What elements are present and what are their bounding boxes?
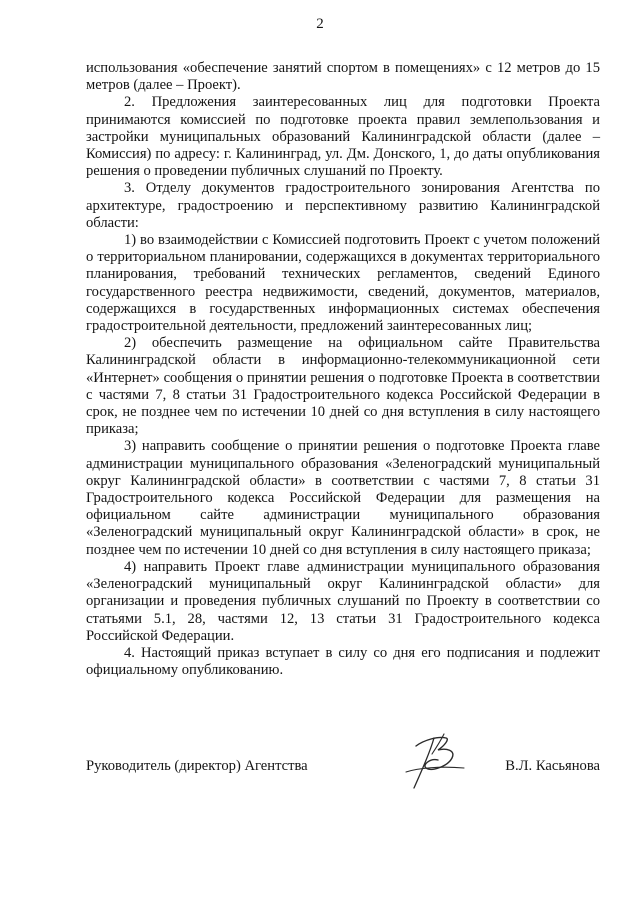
handwritten-signature xyxy=(386,728,476,798)
paragraph-continuation: использования «обеспечение занятий спортом в помещениях» с 12 метров до 15 метров (далее – Проект). xyxy=(86,60,600,94)
signature-block xyxy=(86,748,600,788)
paragraph-item-4: 4. Настоящий приказ вступает в силу со дня его подписания и подлежит официальному опубликованию. xyxy=(86,644,600,679)
subitem-1: 1) во взаимодействии с Комиссией подготовить Проект с учетом положений о территориальном планировании, содержащихся в документах территориального планирования, требований технических регламентов, сведений Единого государственного реестра недвижимости, сведений, документов, материалов, содержащихся в государственных информационных системах обеспечения градостроительной деятельности, предложений заинтересованных лиц; xyxy=(86,232,600,335)
subitem-3: 3) направить сообщение о принятии решения о подготовке Проекта главе администрации муниципального образования «Зеленоградский муниципальный округ Калининградской области» в соответствии с частями 7, 8 статьи 31 Градостроительного кодекса Российской Федерации для размещения на официальном сайте администрации муниципального образования «Зеленоградский муниципальный округ Калининградской области» в срок, не позднее чем по истечении 10 дней со дня вступления в силу настоящего приказа; xyxy=(86,438,600,558)
paragraph-item-2: 2. Предложения заинтересованных лиц для подготовки Проекта принимаются комиссией по подготовке проекта правил землепользования и застройки муниципальных образований Калининградской области (далее – Комиссия) по адресу: г. Калининград, ул. Дм. Донского, 1, до даты опубликования решения о проведении публичных слушаний по Проекту. xyxy=(86,94,600,180)
signatory-name: В.Л. Касьянова xyxy=(505,758,600,774)
signatory-role: Руководитель (директор) Агентства xyxy=(86,758,308,774)
subitem-2: 2) обеспечить размещение на официальном сайте Правительства Калининградской области в информационно-телекоммуникационной сети «Интернет» сообщения о принятии решения о подготовке Проекта в соответствии с частями 7, 8 статьи 31 Градостроительного кодекса Российской Федерации в срок, не позднее чем по истечении 10 дней со дня вступления в силу настоящего приказа; xyxy=(86,335,600,438)
paragraph-item-3: 3. Отделу документов градостроительного зонирования Агентства по архитектуре, градостроению и перспективному развитию Калининградской области: xyxy=(86,180,600,231)
subitem-4: 4) направить Проект главе администрации муниципального образования «Зеленоградский муниципальный округ Калининградской области» для организации и проведения публичных слушаний по Проекту в соответствии со статьями 5.1, 28, частями 12, 13 статьи 31 Градостроительного кодекса Российской Федерации. xyxy=(86,558,600,644)
page-number: 2 xyxy=(316,16,324,32)
document-body xyxy=(86,60,600,679)
